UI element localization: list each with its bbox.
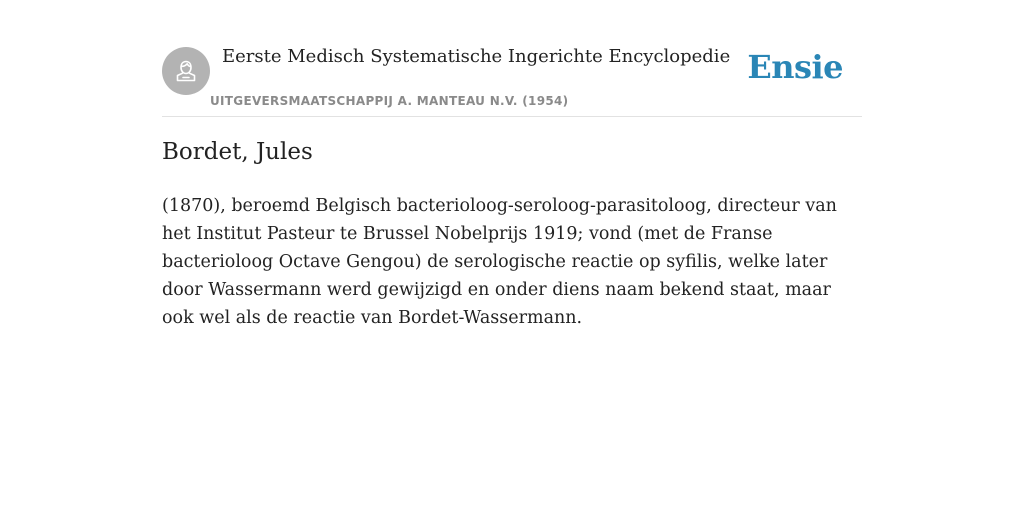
article-body: (1870), beroemd Belgisch bacterioloog-seroloog-parasitoloog, directeur van het Institut Pasteur te Brussel Nobelprijs 1919; vond (met de Franse bacterioloog Octave Gengou) de serologische reactie op syfilis, welke later door Wassermann werd gewijzigd en onder diens naam bekend staat, maar ook wel als de reactie van Bordet-Wassermann. [162,196,837,328]
ensie-logo[interactable]: Ensie [747,48,843,86]
avatar[interactable] [162,47,210,95]
user-icon [171,56,201,86]
publisher-label: UITGEVERSMAATSCHAPPIJ A. MANTEAU N.V. (1954) [210,94,569,108]
article-title: Bordet, Jules [162,139,313,165]
source-title[interactable]: Eerste Medisch Systematische Ingerichte Encyclopedie [222,46,731,67]
page-container [162,0,862,328]
source-header [162,0,862,117]
